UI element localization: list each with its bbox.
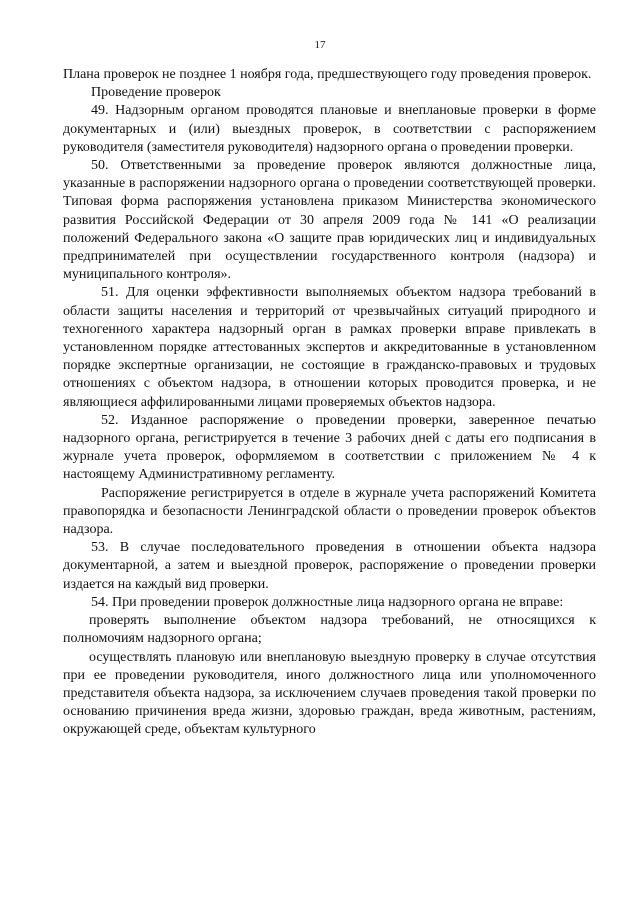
paragraph-54-item-2: осуществлять плановую или внеплановую выездную проверку в случае отсутствия при ее проведении руководителя, иного должностного лица или уполномоченного представителя объекта надзора, за исключением случаев проведения такой проверки по основанию причинения вреда жизни, здоровью граждан, вреда животным, растениям, окружающей среде, объектам культурного	[63, 649, 596, 738]
paragraph-52: 52. Изданное распоряжение о проведении проверки, заверенное печатью надзорного органа, регистрируется в течение 3 рабочих дней с даты его подписания в журнале учета проверок, оформляемом в соответствии с приложением № 4 к настоящему Административному регламенту.	[63, 412, 596, 483]
page-number: 17	[314, 39, 326, 51]
paragraph-49: 49. Надзорным органом проводятся плановые и внеплановые проверки в форме документарных и (или) выездных проверок, в соответствии с распоряжением руководителя (заместителя руководителя) надзорного органа о проведении проверки.	[63, 103, 596, 155]
section-heading: Проведение проверок	[91, 85, 221, 101]
intro-paragraph: Плана проверок не позднее 1 ноября года, предшествующего году проведения проверок.	[63, 67, 592, 82]
document-body	[63, 66, 596, 740]
paragraph-50: 50. Ответственными за проведение проверок являются должностные лица, указанные в распоряжении надзорного органа о проведении соответствующей проверки. Типовая форма распоряжения установлена приказом Министерства экономического развития Российской Федерации от 30 апреля 2009 года № 141 «О реализации положений Федерального закона «О защите прав юридических лиц и индивидуальных предпринимателей при осуществлении государственного контроля (надзора) и муниципального контроля».	[63, 158, 596, 283]
paragraph-53: 53. В случае последовательного проведения в отношении объекта надзора документарной, а затем и выездной проверок, распоряжение о проведении проверки издается на каждый вид проверки.	[63, 540, 596, 592]
paragraph-registration: Распоряжение регистрируется в отделе в журнале учета распоряжений Комитета правопорядка и безопасности Ленинградской области о проведении проверок объектов надзора.	[63, 485, 596, 538]
paragraph-54: 54. При проведении проверок должностные лица надзорного органа не вправе:	[91, 594, 564, 610]
paragraph-54-item-1: проверять выполнение объектом надзора требований, не относящихся к полномочиям надзорного органа;	[63, 613, 596, 647]
paragraph-51: 51. Для оценки эффективности выполняемых объектом надзора требований в области защиты населения и территорий от чрезвычайных ситуаций природного и техногенного характера надзорный орган в рамках проверки вправе привлекать в установленном порядке аттестованных экспертов и аккредитованные в установленном порядке экспертные организации, не состоящие в гражданско-правовых и трудовых отношениях с объектом надзора, в отношении которых проводится проверка, и не являющиеся аффилированными лицами проверяемых объектов надзора.	[63, 285, 596, 410]
